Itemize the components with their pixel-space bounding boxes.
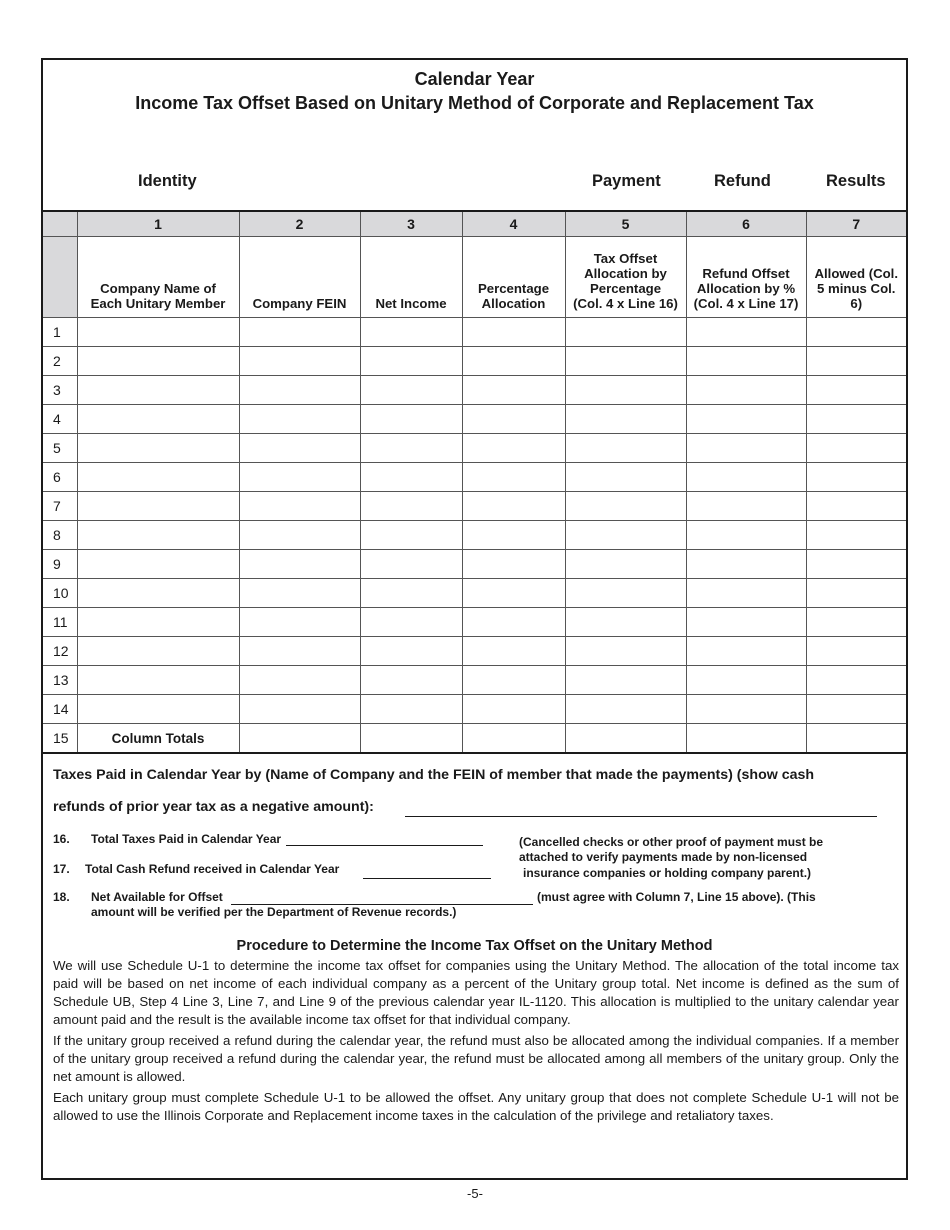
column-header-6 — [686, 237, 806, 318]
line-number: 11 — [43, 608, 77, 637]
table-row — [43, 724, 906, 754]
group-results: Results — [826, 172, 886, 190]
line-number: 6 — [43, 463, 77, 492]
cell-col-4[interactable] — [462, 608, 565, 637]
line-number: 5 — [43, 434, 77, 463]
table-row — [43, 318, 906, 347]
cell-col-6[interactable] — [686, 434, 806, 463]
cell-col-7[interactable] — [806, 521, 906, 550]
cell-col-4[interactable] — [462, 318, 565, 347]
cell-col-7[interactable] — [806, 637, 906, 666]
cell-col-2[interactable] — [239, 695, 360, 724]
line-number: 12 — [43, 637, 77, 666]
cell-col-6[interactable] — [686, 318, 806, 347]
procedure-paragraph-1: We will use Schedule U-1 to determine the income tax offset for companies using the Unitary Method. The allocation of the total income tax paid will be based on net income of each individual company as a percent of the Unitary group total. Net income is defined as the sum of Schedule UB, Step 4 Line 3, Line 7, and Line 9 of the previous calendar year IL-1120. This allocation is multiplied to the unitary calendar year amount paid and the result is the available income tax offset for that individual company. — [53, 958, 899, 1027]
line18-note: amount will be verified per the Department of Revenue records.) — [91, 905, 457, 919]
table-row — [43, 405, 906, 434]
cell-col-3[interactable] — [360, 492, 462, 521]
column-header-3 — [360, 237, 462, 318]
column-number-7: 7 — [806, 211, 906, 237]
line17-number: 17. — [53, 862, 70, 876]
line-number: 10 — [43, 579, 77, 608]
cell-col-2[interactable] — [239, 724, 360, 754]
cell-col-3[interactable] — [360, 550, 462, 579]
cell-col-7[interactable] — [806, 608, 906, 637]
cell-col-3[interactable] — [360, 405, 462, 434]
cell-col-2[interactable] — [239, 405, 360, 434]
column-number-row — [43, 211, 906, 237]
line18-number: 18. — [53, 890, 70, 904]
cell-col-7[interactable] — [806, 579, 906, 608]
column-header-text: Company Name of — [100, 281, 216, 296]
cell-col-1[interactable] — [77, 521, 239, 550]
cell-col-1[interactable] — [77, 550, 239, 579]
line-number: 15 — [43, 724, 77, 754]
column-header-text: Percentage — [589, 281, 662, 296]
procedure-paragraph-3: Each unitary group must complete Schedule U-1 to be allowed the offset. Any unitary group that does not complete Schedule U-1 will not be allowed to use the Illinois Corporate and Replacement income taxes in the calculation of the privilege and retaliatory taxes. — [53, 1090, 899, 1123]
column-header-text: 5 minus Col. — [817, 281, 896, 296]
cell-col-3[interactable] — [360, 347, 462, 376]
cell-col-2[interactable] — [239, 347, 360, 376]
table-row — [43, 637, 906, 666]
cell-col-4[interactable] — [462, 376, 565, 405]
column-totals-label: Column Totals — [77, 724, 239, 754]
cell-col-1[interactable] — [77, 608, 239, 637]
cell-col-3[interactable] — [360, 318, 462, 347]
group-payment: Payment — [592, 172, 661, 190]
line-number: 13 — [43, 666, 77, 695]
line18-label: Net Available for Offset — [91, 890, 223, 904]
cell-col-1[interactable] — [77, 376, 239, 405]
cell-col-5[interactable] — [565, 463, 686, 492]
cell-col-1[interactable] — [77, 695, 239, 724]
cell-col-2[interactable] — [239, 434, 360, 463]
cell-col-4[interactable] — [462, 579, 565, 608]
cell-col-2[interactable] — [239, 463, 360, 492]
payments-intro-line2: refunds of prior year tax as a negative amount): — [53, 799, 374, 815]
title-calendar-year: Calendar Year — [414, 69, 535, 89]
column-number-1: 1 — [77, 211, 239, 237]
column-header-text: Allocation by — [584, 266, 667, 281]
column-header-text: Percentage — [477, 281, 550, 296]
corner-cell — [43, 211, 77, 237]
cell-col-4[interactable] — [462, 405, 565, 434]
table-row — [43, 347, 906, 376]
cell-col-2[interactable] — [239, 550, 360, 579]
payments-intro-line1: Taxes Paid in Calendar Year by (Name of Company and the FEIN of member that made the payments) (show cash — [53, 767, 815, 783]
cell-col-5[interactable] — [565, 405, 686, 434]
cell-col-6[interactable] — [686, 521, 806, 550]
table-row — [43, 695, 906, 724]
cell-col-2[interactable] — [239, 608, 360, 637]
line16-field[interactable] — [286, 845, 483, 846]
column-number-3: 3 — [360, 211, 462, 237]
cell-col-3[interactable] — [360, 637, 462, 666]
line-number: 2 — [43, 347, 77, 376]
cell-col-3[interactable] — [360, 463, 462, 492]
cell-col-4[interactable] — [462, 724, 565, 754]
cell-col-6[interactable] — [686, 695, 806, 724]
cell-col-4[interactable] — [462, 666, 565, 695]
page-number: -5- — [467, 1186, 483, 1201]
cell-col-2[interactable] — [239, 579, 360, 608]
cell-col-5[interactable] — [565, 492, 686, 521]
cell-col-7[interactable] — [806, 695, 906, 724]
proof-note-line1: (Cancelled checks or other proof of payment must be — [519, 835, 824, 849]
cell-col-4[interactable] — [462, 434, 565, 463]
cell-col-6[interactable] — [686, 550, 806, 579]
line-number: 7 — [43, 492, 77, 521]
column-header-text: Refund Offset — [702, 266, 790, 281]
cell-col-3[interactable] — [360, 608, 462, 637]
cell-col-4[interactable] — [462, 492, 565, 521]
cell-col-3[interactable] — [360, 666, 462, 695]
column-header-text: (Col. 4 x Line 16) — [573, 296, 678, 311]
column-header-2 — [239, 237, 360, 318]
column-header-text: Each Unitary Member — [90, 296, 226, 311]
cell-col-2[interactable] — [239, 492, 360, 521]
table-row — [43, 463, 906, 492]
cell-col-3[interactable] — [360, 376, 462, 405]
cell-col-2[interactable] — [239, 521, 360, 550]
cell-col-1[interactable] — [77, 579, 239, 608]
cell-col-5[interactable] — [565, 608, 686, 637]
cell-col-7[interactable] — [806, 405, 906, 434]
allocation-table — [43, 210, 906, 754]
cell-col-1[interactable] — [77, 637, 239, 666]
column-header-row — [43, 237, 906, 318]
cell-col-5[interactable] — [565, 434, 686, 463]
group-refund: Refund — [714, 172, 771, 190]
cell-col-5[interactable] — [565, 550, 686, 579]
title-main: Income Tax Offset Based on Unitary Method of Corporate and Replacement Tax — [135, 93, 814, 113]
line-header-cell — [43, 237, 77, 318]
cell-col-6[interactable] — [686, 347, 806, 376]
column-header-1 — [77, 237, 239, 318]
cell-col-3[interactable] — [360, 724, 462, 754]
line-number: 1 — [43, 318, 77, 347]
cell-col-6[interactable] — [686, 405, 806, 434]
column-header-5 — [565, 237, 686, 318]
cell-col-5[interactable] — [565, 666, 686, 695]
column-header-text: Tax Offset — [593, 251, 658, 266]
table-row — [43, 579, 906, 608]
cell-col-5[interactable] — [565, 695, 686, 724]
line16-label: Total Taxes Paid in Calendar Year — [91, 832, 282, 846]
table-row — [43, 608, 906, 637]
column-header-text: Allocation by % — [696, 281, 796, 296]
cell-col-5[interactable] — [565, 376, 686, 405]
column-header-text: Net Income — [375, 296, 447, 311]
line-number: 8 — [43, 521, 77, 550]
cell-col-6[interactable] — [686, 579, 806, 608]
cell-col-3[interactable] — [360, 434, 462, 463]
column-number-5: 5 — [565, 211, 686, 237]
column-header-4 — [462, 237, 565, 318]
cell-col-5[interactable] — [565, 579, 686, 608]
cell-col-2[interactable] — [239, 637, 360, 666]
cell-col-4[interactable] — [462, 637, 565, 666]
proof-note-line2: attached to verify payments made by non-licensed — [519, 850, 808, 864]
cell-col-1[interactable] — [77, 434, 239, 463]
table-row — [43, 666, 906, 695]
cell-col-1[interactable] — [77, 666, 239, 695]
cell-col-3[interactable] — [360, 521, 462, 550]
column-header-text: (Col. 4 x Line 17) — [693, 296, 799, 311]
column-header-text: Company FEIN — [252, 296, 347, 311]
cell-col-6[interactable] — [686, 724, 806, 754]
cell-col-2[interactable] — [239, 376, 360, 405]
column-number-6: 6 — [686, 211, 806, 237]
payments-names-field[interactable] — [405, 816, 877, 817]
cell-col-6[interactable] — [686, 463, 806, 492]
column-header-text: Allocation — [481, 296, 546, 311]
proof-note-line3: insurance companies or holding company parent.) — [523, 866, 812, 880]
line-number: 3 — [43, 376, 77, 405]
column-header-7 — [806, 237, 906, 318]
cell-col-7[interactable] — [806, 463, 906, 492]
cell-col-1[interactable] — [77, 492, 239, 521]
cell-col-1[interactable] — [77, 347, 239, 376]
line17-field[interactable] — [363, 878, 491, 879]
cell-col-4[interactable] — [462, 521, 565, 550]
cell-col-4[interactable] — [462, 347, 565, 376]
line-number: 9 — [43, 550, 77, 579]
line-number: 14 — [43, 695, 77, 724]
cell-col-7[interactable] — [806, 666, 906, 695]
cell-col-7[interactable] — [806, 492, 906, 521]
cell-col-7[interactable] — [806, 318, 906, 347]
table-row — [43, 434, 906, 463]
cell-col-4[interactable] — [462, 550, 565, 579]
line16-number: 16. — [53, 832, 70, 846]
cell-col-4[interactable] — [462, 463, 565, 492]
cell-col-5[interactable] — [565, 521, 686, 550]
column-header-text: 6) — [850, 296, 863, 311]
column-header-text: Allowed (Col. — [814, 266, 899, 281]
table-row — [43, 550, 906, 579]
table-row — [43, 376, 906, 405]
cell-col-7[interactable] — [806, 434, 906, 463]
column-number-2: 2 — [239, 211, 360, 237]
column-number-4: 4 — [462, 211, 565, 237]
cell-col-6[interactable] — [686, 666, 806, 695]
cell-col-5[interactable] — [565, 724, 686, 754]
cell-col-2[interactable] — [239, 318, 360, 347]
form-frame — [41, 58, 908, 1180]
cell-col-5[interactable] — [565, 318, 686, 347]
cell-col-1[interactable] — [77, 463, 239, 492]
procedure-paragraph-2: If the unitary group received a refund during the calendar year, the refund must also be allocated among the individual companies. If a member of the unitary group received a refund during the calendar year, the refund must be allocated among all members of the unitary group. Only the net amount is allowed. — [53, 1033, 899, 1084]
procedure-title: Procedure to Determine the Income Tax Offset on the Unitary Method — [236, 938, 713, 954]
cell-col-3[interactable] — [360, 579, 462, 608]
table-row — [43, 492, 906, 521]
line-number: 4 — [43, 405, 77, 434]
cell-col-4[interactable] — [462, 695, 565, 724]
cell-col-6[interactable] — [686, 637, 806, 666]
cell-col-1[interactable] — [77, 405, 239, 434]
cell-col-7[interactable] — [806, 376, 906, 405]
cell-col-5[interactable] — [565, 347, 686, 376]
line17-label: Total Cash Refund received in Calendar Year — [85, 862, 340, 876]
cell-col-3[interactable] — [360, 695, 462, 724]
cell-col-5[interactable] — [565, 637, 686, 666]
cell-col-6[interactable] — [686, 608, 806, 637]
cell-col-6[interactable] — [686, 492, 806, 521]
line18-suffix: (must agree with Column 7, Line 15 above). (This — [537, 890, 816, 904]
cell-col-2[interactable] — [239, 666, 360, 695]
cell-col-7[interactable] — [806, 550, 906, 579]
group-identity: Identity — [138, 172, 197, 190]
cell-col-7[interactable] — [806, 724, 906, 754]
table-row — [43, 521, 906, 550]
cell-col-6[interactable] — [686, 376, 806, 405]
cell-col-7[interactable] — [806, 347, 906, 376]
form-title — [43, 68, 906, 116]
cell-col-1[interactable] — [77, 318, 239, 347]
